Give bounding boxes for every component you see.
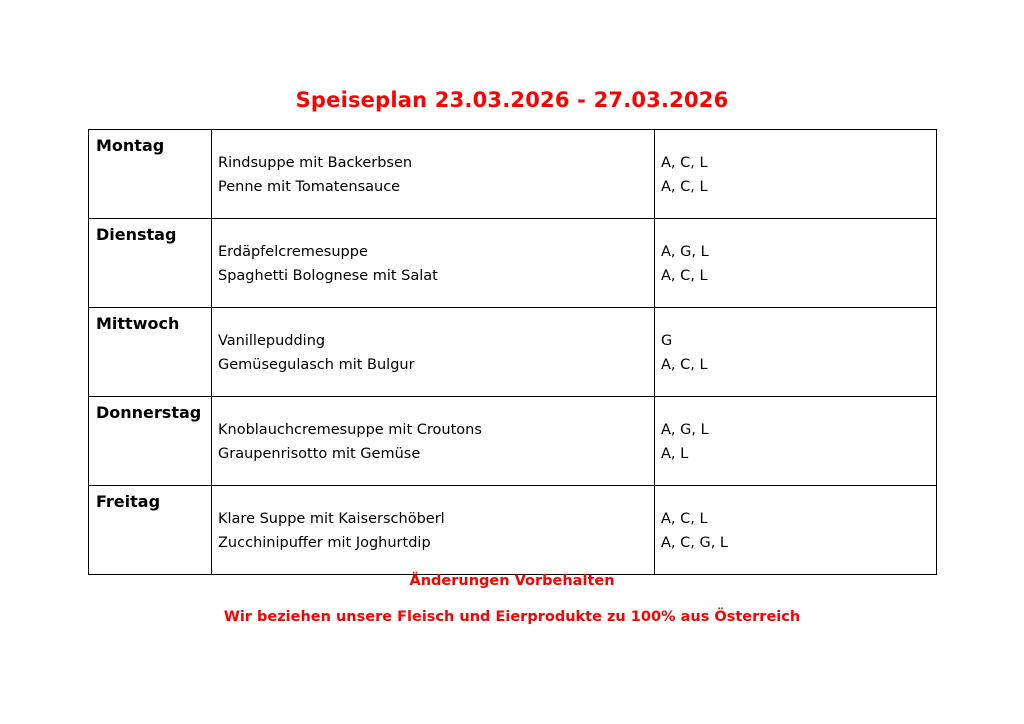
menu-table (88, 129, 937, 575)
day-label: Donnerstag (96, 403, 202, 422)
allergens-cell (655, 130, 937, 219)
allergen-main: A, C, L (661, 179, 708, 195)
origin-note: Wir beziehen unsere Fleisch und Eierprodukte zu 100% aus Österreich (223, 609, 801, 625)
dishes-cell (212, 397, 655, 486)
dish-main: Gemüsegulasch mit Bulgur (218, 357, 415, 373)
dish-soup: Klare Suppe mit Kaiserschöberl (218, 511, 445, 527)
allergen-main: A, C, G, L (661, 535, 729, 551)
table-row-freitag (89, 486, 937, 575)
dish-soup: Rindsuppe mit Backerbsen (218, 155, 413, 171)
changes-note: Änderungen Vorbehalten (409, 573, 615, 589)
day-label: Mittwoch (96, 314, 180, 333)
allergen-soup: A, G, L (661, 422, 709, 438)
dish-dessert: Vanillepudding (218, 333, 326, 349)
allergen-main: A, L (661, 446, 689, 462)
allergens-cell (655, 308, 937, 397)
allergens-cell (655, 397, 937, 486)
allergens-cell (655, 486, 937, 575)
dish-main: Zucchinipuffer mit Joghurtdip (218, 535, 431, 551)
day-label: Freitag (96, 492, 161, 511)
dishes-cell (212, 130, 655, 219)
table-row-montag (89, 130, 937, 219)
day-cell (89, 397, 212, 486)
table-row-mittwoch (89, 308, 937, 397)
allergen-soup: A, G, L (661, 244, 709, 260)
allergen-soup: A, C, L (661, 511, 708, 527)
dishes-cell (212, 308, 655, 397)
day-label: Montag (96, 136, 165, 155)
allergens-cell (655, 219, 937, 308)
day-cell (89, 308, 212, 397)
day-label: Dienstag (96, 225, 177, 244)
day-cell (89, 219, 212, 308)
dish-main: Penne mit Tomatensauce (218, 179, 401, 195)
day-cell (89, 130, 212, 219)
dish-soup: Erdäpfelcremesuppe (218, 244, 368, 260)
table-row-dienstag (89, 219, 937, 308)
allergen-main: A, C, L (661, 357, 708, 373)
table-row-donnerstag (89, 397, 937, 486)
dish-main: Graupenrisotto mit Gemüse (218, 446, 421, 462)
page-title: Speiseplan 23.03.2026 - 27.03.2026 (295, 88, 729, 112)
allergen-dessert: G (661, 333, 673, 349)
day-cell (89, 486, 212, 575)
dish-soup: Knoblauchcremesuppe mit Croutons (218, 422, 482, 438)
dish-main: Spaghetti Bolognese mit Salat (218, 268, 438, 284)
allergen-main: A, C, L (661, 268, 708, 284)
dishes-cell (212, 219, 655, 308)
allergen-soup: A, C, L (661, 155, 708, 171)
dishes-cell (212, 486, 655, 575)
